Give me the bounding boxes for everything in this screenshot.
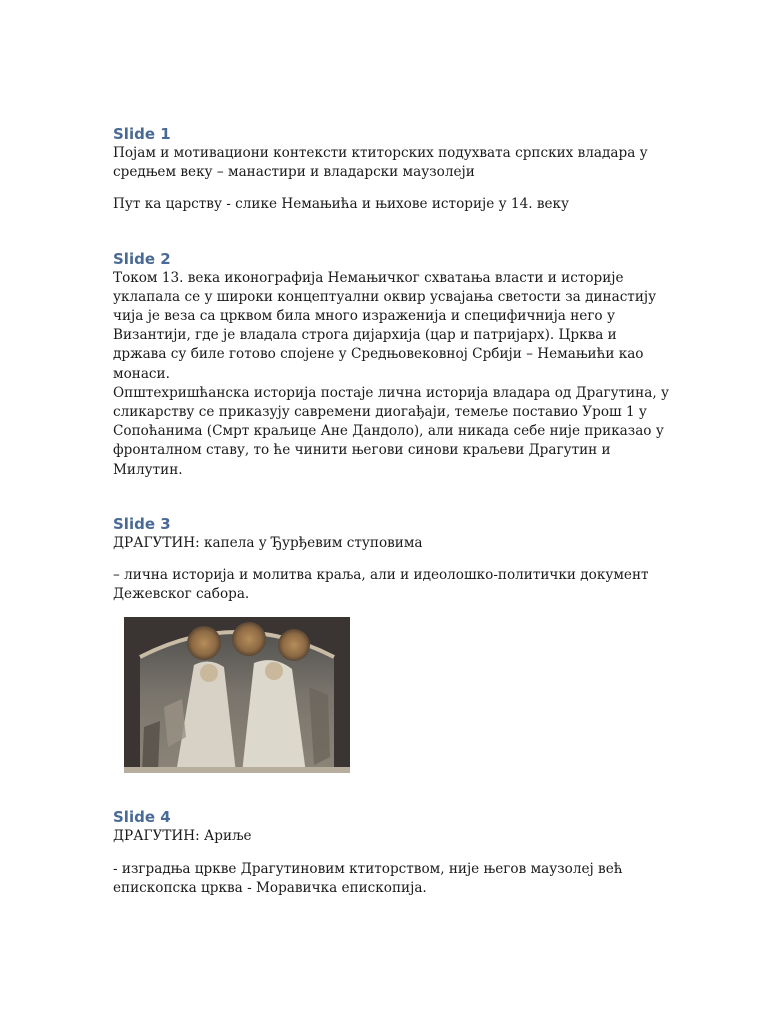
document-body [113,124,673,898]
slide-3-heading: Slide 3 [113,514,171,533]
slide-4-heading: Slide 4 [113,808,171,827]
slide-3-section [113,514,673,774]
slide-1-paragraph-2: Пут ка царству - слике Немањића и њихове историје у 14. веку [113,196,570,213]
slide-3-paragraph-1: ДРАГУТИН: капела у Ђурђевим ступовима [113,534,423,551]
slide-2-heading: Slide 2 [113,249,171,268]
slide-4-paragraph-2: - изградња цркве Драгутиновим ктиторством, није његов маузолеј већ епископска црква - Моравичка епископија. [113,860,623,896]
fresco-photo [124,617,350,773]
slide-1-heading: Slide 1 [113,125,171,143]
slide-2-paragraph-2: Општехришћанска историја постаје лична историја владара од Драгутина, у сликарству се приказују савремени диогађаји, темеље поставио Урош 1 у Сопоћанима (Смрт краљице Ане Дандоло), али никада себе није приказао у фронталном ставу, то ће чинити његови синови краљеви Драгутин и Милутин. [113,384,669,478]
slide-4-section [113,807,673,898]
slide-2-section [113,249,673,480]
slide-1-section [113,124,673,215]
slide-2-paragraph-1: Током 13. века иконографија Немањичког схватања власти и историје уклапала се у широки концептуални оквир усвајања светости за династију чија је веза са црквом била много израженија и специфичнија него у Византији, где је владала строга дијархија (цар и патријарх). Црква и држава су биле готово спојене у Средњовековној Србији – Немањићи као монаси. [113,269,657,382]
slide-4-paragraph-1: ДРАГУТИН: Ариље [113,828,252,845]
slide-1-paragraph-1: Појам и мотивациони контексти ктиторских подухвата српских владара у средњем веку – манастири и владарски маузолеји [113,145,648,181]
slide-3-paragraph-2: – лична историја и молитва краља, али и идеолошко-политички документ Дежевског сабора. [113,567,649,603]
